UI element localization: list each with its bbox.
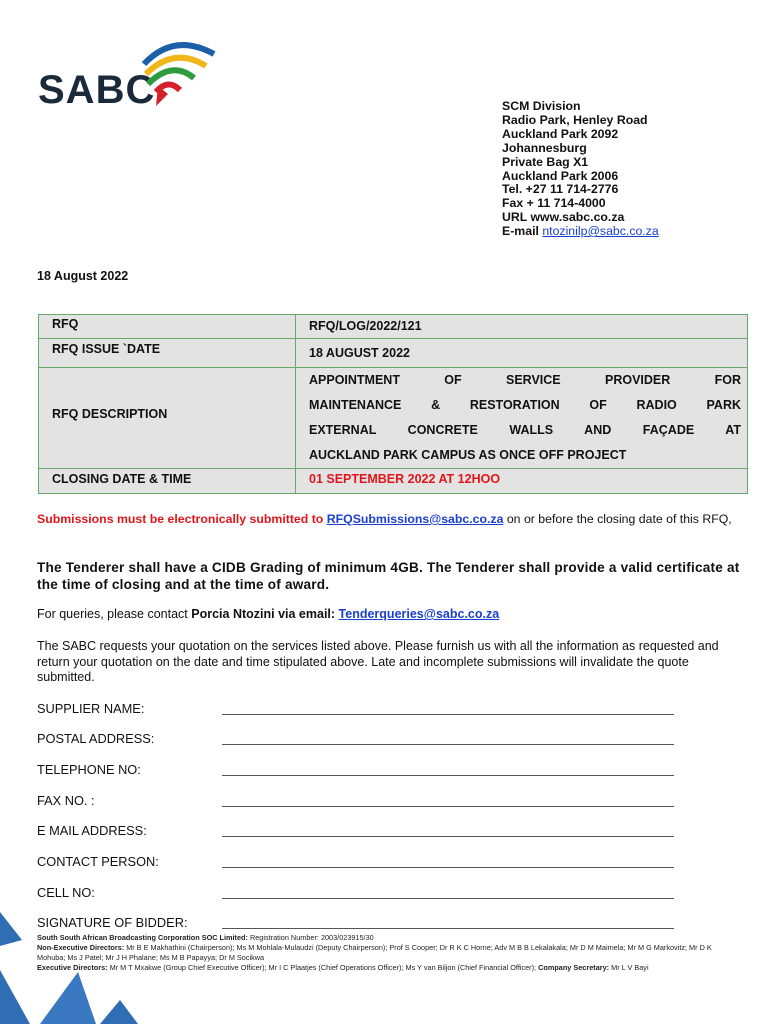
logo-text: SABC: [38, 68, 156, 112]
table-row: [39, 368, 748, 469]
supplier-name-label: SUPPLIER NAME:: [37, 701, 145, 716]
address-line: Tel. +27 11 714-2776: [502, 182, 619, 197]
submission-text: Submissions must be electronically submitted to: [37, 512, 324, 526]
footer-secretary-label: Company Secretary:: [538, 963, 610, 972]
letter-date: 18 August 2022: [37, 269, 129, 283]
description-line: APPOINTMENT OF SERVICE PROVIDER FOR: [309, 373, 741, 387]
fax-line[interactable]: [222, 806, 674, 807]
table-row: [39, 339, 748, 368]
footer: [37, 933, 737, 973]
address-line: URL www.sabc.co.za: [502, 210, 625, 225]
description-value: [296, 368, 748, 469]
footer-nonexec-line: [37, 943, 737, 963]
footer-exec: Mr M T Mxakwe (Group Chief Executive Officer); Mr I C Plaatjes (Chief Operations Officer); Ms Y van Biljon (Chief Financial Officer);: [109, 963, 537, 972]
issue-date-label: RFQ ISSUE `DATE: [39, 339, 296, 368]
address-block: [502, 100, 659, 239]
footer-nonexec-label: Non-Executive Directors:: [37, 943, 125, 952]
email-label: E-mail: [502, 224, 539, 239]
rfq-label: RFQ: [39, 315, 296, 339]
address-line: Auckland Park 2092: [502, 126, 619, 141]
closing-value: 01 SEPTEMBER 2022 AT 12HOO: [296, 469, 748, 494]
contact-person-label: CONTACT PERSON:: [37, 854, 159, 869]
table-row: [39, 315, 748, 339]
contact-person-line[interactable]: [222, 867, 674, 868]
footer-registration: Registration Number: 2003/023915/30: [249, 933, 374, 942]
rfq-table: [38, 314, 748, 494]
sabc-logo: [38, 34, 218, 114]
closing-label: CLOSING DATE & TIME: [39, 469, 296, 494]
description-label: RFQ DESCRIPTION: [39, 368, 296, 469]
address-line: Auckland Park 2006: [502, 168, 619, 183]
queries-line: [37, 607, 499, 621]
instructions-paragraph: The SABC requests your quotation on the services listed above. Please furnish us with all the information as requested and return your quotation on the date and time stipulated above. Late and incomplete submissions will invalidate the quote submitted.: [37, 639, 719, 684]
issue-date-value: 18 AUGUST 2022: [296, 339, 748, 368]
address-line: Private Bag X1: [502, 154, 589, 169]
email-address-label: E MAIL ADDRESS:: [37, 823, 147, 838]
description-line: EXTERNAL CONCRETE WALLS AND FAÇADE AT: [309, 423, 741, 437]
footer-company-line: [37, 933, 737, 943]
email-link[interactable]: ntozinilp@sabc.co.za: [542, 224, 659, 239]
postal-address-label: POSTAL ADDRESS:: [37, 731, 155, 746]
queries-prefix: For queries, please contact: [37, 607, 188, 621]
submission-email-link[interactable]: RFQSubmissions@sabc.co.za: [326, 512, 504, 526]
address-line: Fax + 11 714-4000: [502, 196, 606, 211]
cidb-requirement: The Tenderer shall have a CIDB Grading of minimum 4GB. The Tenderer shall provide a valid certificate at the time of closing and at the time of award.: [37, 560, 740, 592]
queries-contact: Porcia Ntozini via email:: [191, 607, 336, 621]
telephone-label: TELEPHONE NO:: [37, 762, 141, 777]
queries-email-link[interactable]: Tenderqueries@sabc.co.za: [338, 607, 500, 621]
cell-no-line[interactable]: [222, 898, 674, 899]
address-line: Radio Park, Henley Road: [502, 112, 648, 127]
description-line: AUCKLAND PARK CAMPUS AS ONCE OFF PROJECT: [309, 448, 627, 462]
description-line: MAINTENANCE & RESTORATION OF RADIO PARK: [309, 398, 741, 412]
rfq-number: RFQ/LOG/2022/121: [296, 315, 748, 339]
logo-arcs-icon: [138, 34, 220, 110]
submission-rest: on or before the closing date of this RFQ,: [506, 512, 732, 526]
footer-exec-label: Executive Directors:: [37, 963, 108, 972]
signature-line[interactable]: [222, 928, 674, 929]
telephone-line[interactable]: [222, 775, 674, 776]
table-row: [39, 469, 748, 494]
signature-label: SIGNATURE OF BIDDER:: [37, 915, 188, 930]
footer-company: South South African Broadcasting Corporation SOC Limited:: [37, 933, 248, 942]
supplier-name-line[interactable]: [222, 714, 674, 715]
footer-exec-line: [37, 963, 737, 973]
footer-nonexec: Mr B E Makhathini (Chairperson); Ms M Mohlala-Mulaudzi (Deputy Chairperson); Prof S Cooper; Dr R K C Horne; Adv M B B Lekalakala; Mr D M Maimela; Mr M G Markovitz; Mr D K Mohuba; Ms J Patel; Mr J H Phalane; Ms M B Papayya; Dr M Socikwa: [37, 943, 712, 962]
postal-address-line[interactable]: [222, 744, 674, 745]
email-line: [502, 225, 659, 239]
address-line: Johannesburg: [502, 140, 587, 155]
footer-secretary: Mr L V Bayi: [611, 963, 649, 972]
cell-no-label: CELL NO:: [37, 885, 95, 900]
email-address-line[interactable]: [222, 836, 674, 837]
address-line: SCM Division: [502, 99, 581, 113]
fax-label: FAX NO. :: [37, 793, 95, 808]
submission-notice: [37, 512, 737, 527]
